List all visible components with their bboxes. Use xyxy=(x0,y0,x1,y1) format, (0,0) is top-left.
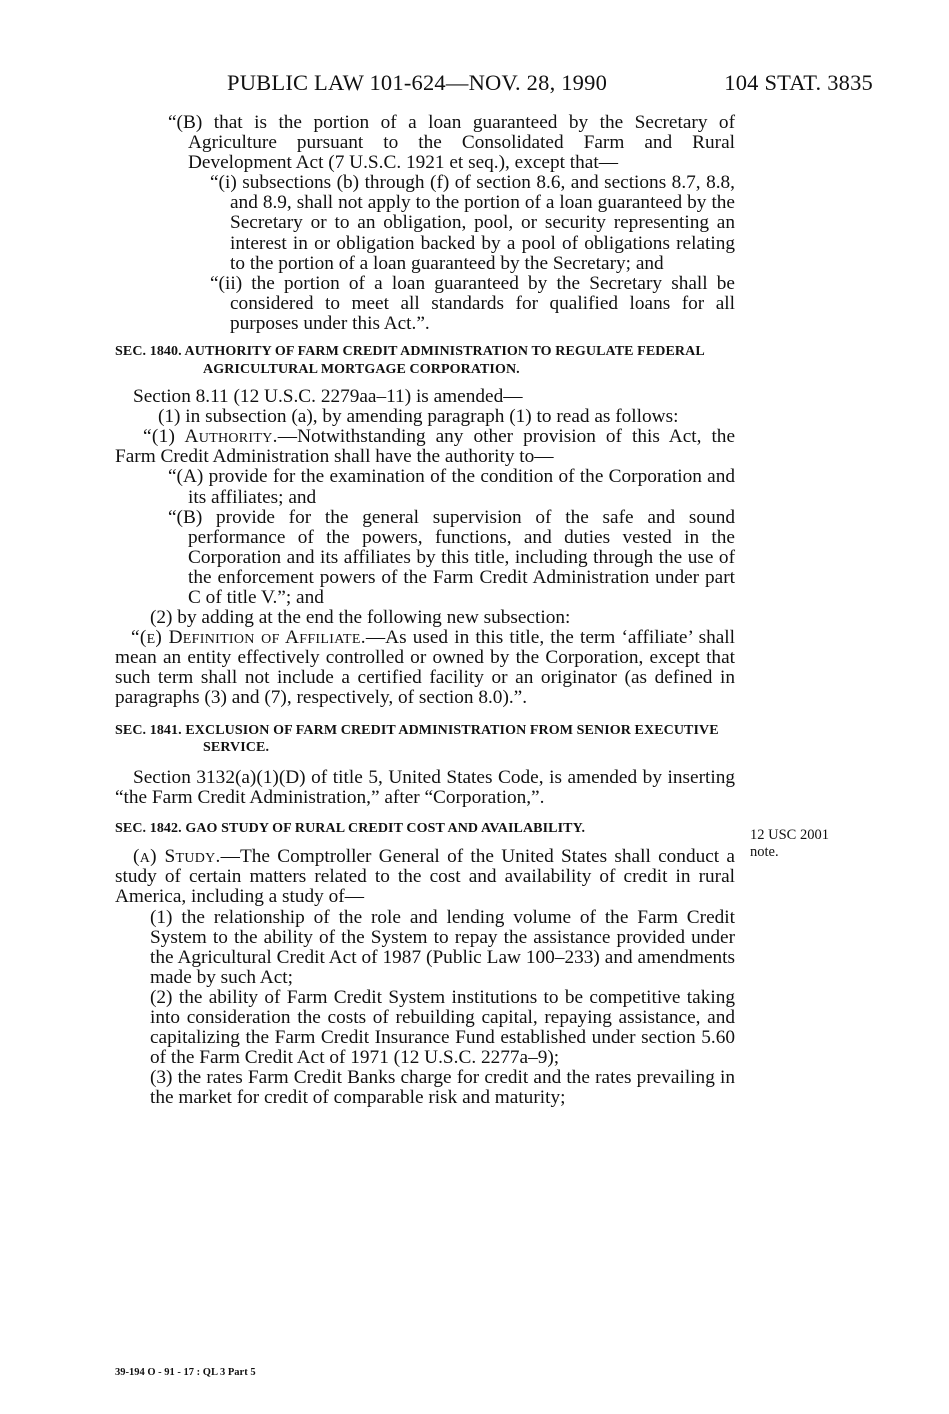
running-header-title: PUBLIC LAW 101-624—NOV. 28, 1990 xyxy=(227,70,608,95)
authority-b: “(B) provide for the general supervision of the safe and sound performance of the powers, functions, and duties vested in the Corporation and its affiliates by this title, including through the use of the enforcement powers of the Farm Credit Administration under part C of title V.”; and xyxy=(168,506,735,608)
clause-b: “(B) that is the portion of a loan guaranteed by the Secretary of Agriculture pursuant to the Consolidated Farm and Rural Development Act (7 U.S.C. 1921 et seq.), except that— xyxy=(168,112,735,174)
section-1840-intro: Section 8.11 (12 U.S.C. 2279aa–11) is amended— xyxy=(133,386,523,408)
definition-text: —As used in this title, the term ‘affiliate’ shall mean an entity effectively controlled or owned by the Corporation, except that such term shall not include a certified facility or an originator (as defined in paragraphs (3) and (7), respectively, of section 8.0).”. xyxy=(115,627,735,709)
section-1842-heading: SEC. 1842. GAO STUDY OF RURAL CREDIT COST AND AVAILABILITY. xyxy=(115,820,586,836)
authority-text: —Notwithstanding any other provision of this Act, the Farm Credit Administration shall have the authority to— xyxy=(115,426,735,468)
footer-print-code: 39-194 O - 91 - 17 : QL 3 Part 5 xyxy=(115,1367,256,1378)
section-1841-heading: SEC. 1841. EXCLUSION OF FARM CREDIT ADMINISTRATION FROM SENIOR EXECUTIVE SERVICE. xyxy=(115,722,719,756)
section-1841-text: Section 3132(a)(1)(D) of title 5, United States Code, is amended by inserting “the Farm Credit Administration,” after “Corporation,”. xyxy=(115,766,735,808)
margin-note-line-2: note. xyxy=(750,844,779,860)
study-item-1-text: (1) the relationship of the role and lending volume of the Farm Credit System to the ability of the System to repay the assistance provided under the Agricultural Credit Act of 1987 (Public Law 100–233) and amendments made by such Act; xyxy=(150,906,735,988)
study-label: (a) Study. xyxy=(133,846,221,868)
study-item-2-text: (2) the ability of Farm Credit System institutions to be competitive taking into consideration the costs of rebuilding capital, repaying assistance, and capitalizing the Farm Credit Insurance Fund established under section 5.60 of the Farm Credit Act of 1971 (12 U.S.C. 2277a–9); xyxy=(150,986,735,1069)
clause-b-ii: “(ii) the portion of a loan guaranteed by the Secretary shall be considered to meet all standards for qualified loans for all purposes under this Act.”. xyxy=(210,272,735,334)
study-item-3 xyxy=(115,1068,735,1108)
study-paragraph xyxy=(115,847,735,907)
clause-b-i: “(i) subsections (b) through (f) of section 8.6, and sections 8.7, 8.8, and 8.9, shall not apply to the portion of a loan guaranteed by the Secretary or to an obligation, pool, or security representing an interest in or obligation backed by a pool of obligations relating to the portion of a loan guaranteed by the Secretary; and xyxy=(210,172,735,274)
definition-label: “(e) Definition of Affiliate. xyxy=(131,627,366,649)
study-item-1 xyxy=(115,908,735,988)
study-item-2 xyxy=(115,988,735,1068)
authority-label: “(1) Authority. xyxy=(143,426,278,448)
statute-page-number: 104 STAT. 3835 xyxy=(724,70,873,95)
margin-note xyxy=(750,827,860,861)
authority-paragraph xyxy=(115,427,735,467)
study-text: —The Comptroller General of the United States shall conduct a study of certain matters related to the cost and availability of credit in rural America, including a study of— xyxy=(115,846,735,908)
study-item-3-text: (3) the rates Farm Credit Banks charge for credit and the rates prevailing in the market for credit of comparable risk and maturity; xyxy=(150,1067,735,1109)
section-1840-item-1: (1) in subsection (a), by amending paragraph (1) to read as follows: xyxy=(158,406,679,428)
section-1840-heading: SEC. 1840. AUTHORITY OF FARM CREDIT ADMINISTRATION TO REGULATE FEDERAL AGRICULTURAL MORTGAGE CORPORATION. xyxy=(115,344,704,377)
margin-note-line-1: 12 USC 2001 xyxy=(750,827,829,843)
section-1840-item-2: (2) by adding at the end the following new subsection: xyxy=(150,607,571,629)
page-body xyxy=(115,113,735,1108)
definition-paragraph xyxy=(115,628,735,708)
authority-a: “(A) provide for the examination of the condition of the Corporation and its affiliates; and xyxy=(168,466,735,508)
